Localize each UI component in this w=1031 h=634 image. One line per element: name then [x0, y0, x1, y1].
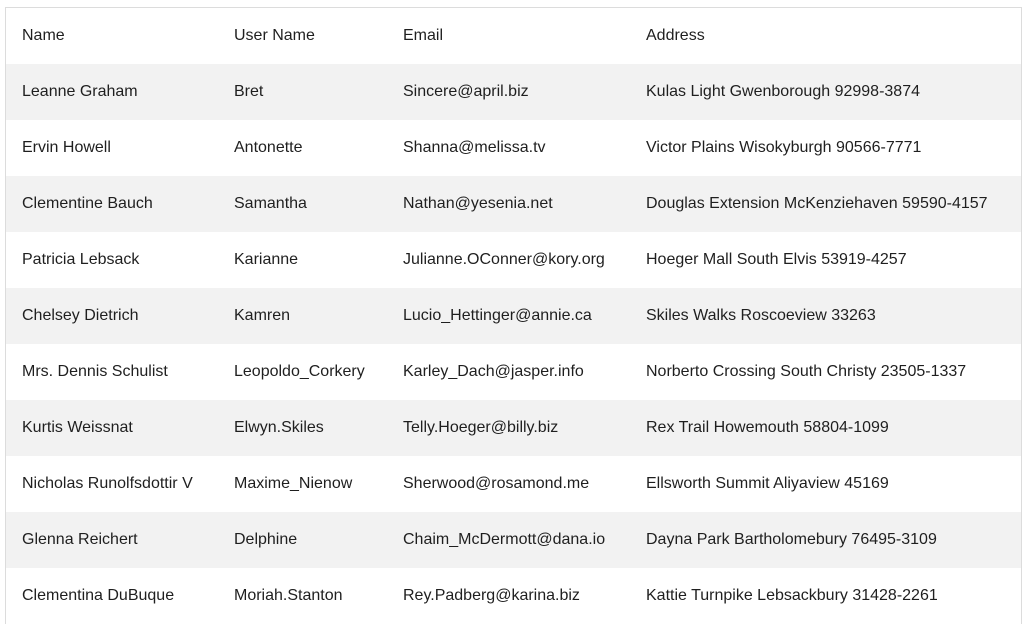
cell-email: Julianne.OConner@kory.org: [403, 251, 605, 268]
users-table-container: [5, 7, 1022, 624]
cell-email: Telly.Hoeger@billy.biz: [403, 419, 559, 436]
table-row: [6, 568, 1021, 624]
cell-name: Patricia Lebsack: [22, 251, 140, 268]
cell-user-name: Bret: [234, 83, 264, 100]
cell-email: Chaim_McDermott@dana.io: [403, 531, 606, 548]
cell-address: Victor Plains Wisokyburgh 90566-7771: [646, 139, 922, 156]
header-row: [6, 8, 1021, 64]
column-header-name: Name: [22, 27, 65, 44]
cell-address: Kattie Turnpike Lebsackbury 31428-2261: [646, 587, 938, 604]
cell-user-name: Antonette: [234, 139, 303, 156]
cell-address: Ellsworth Summit Aliyaview 45169: [646, 475, 889, 492]
table-row: [6, 400, 1021, 456]
cell-name: Ervin Howell: [22, 139, 111, 156]
column-header-user-name: User Name: [234, 27, 315, 44]
cell-user-name: Delphine: [234, 531, 298, 548]
cell-user-name: Moriah.Stanton: [234, 587, 343, 604]
table-row: [6, 288, 1021, 344]
cell-user-name: Leopoldo_Corkery: [234, 363, 365, 380]
table-row: [6, 64, 1021, 120]
cell-email: Rey.Padberg@karina.biz: [403, 587, 580, 604]
cell-email: Sincere@april.biz: [403, 83, 529, 100]
cell-user-name: Karianne: [234, 251, 299, 268]
cell-name: Chelsey Dietrich: [22, 307, 139, 324]
column-header-email: Email: [403, 27, 444, 44]
cell-name: Kurtis Weissnat: [22, 419, 133, 436]
column-header-address: Address: [646, 27, 705, 44]
cell-address: Dayna Park Bartholomebury 76495-3109: [646, 531, 937, 548]
table-header: [6, 8, 1021, 64]
cell-name: Leanne Graham: [22, 83, 138, 100]
cell-address: Hoeger Mall South Elvis 53919-4257: [646, 251, 907, 268]
table-row: [6, 512, 1021, 568]
table-row: [6, 232, 1021, 288]
cell-email: Nathan@yesenia.net: [403, 195, 553, 212]
cell-email: Lucio_Hettinger@annie.ca: [403, 307, 592, 324]
cell-name: Glenna Reichert: [22, 531, 138, 548]
cell-address: Skiles Walks Roscoeview 33263: [646, 307, 876, 324]
cell-name: Clementina DuBuque: [22, 587, 175, 604]
cell-user-name: Elwyn.Skiles: [234, 419, 324, 436]
cell-email: Karley_Dach@jasper.info: [403, 363, 584, 380]
cell-address: Rex Trail Howemouth 58804-1099: [646, 419, 889, 436]
table-row: [6, 344, 1021, 400]
cell-name: Mrs. Dennis Schulist: [22, 363, 168, 380]
cell-user-name: Samantha: [234, 195, 307, 212]
cell-address: Norberto Crossing South Christy 23505-1337: [646, 363, 967, 380]
cell-name: Clementine Bauch: [22, 195, 153, 212]
cell-address: Douglas Extension McKenziehaven 59590-4157: [646, 195, 988, 212]
cell-name: Nicholas Runolfsdottir V: [22, 475, 193, 492]
cell-address: Kulas Light Gwenborough 92998-3874: [646, 83, 920, 100]
cell-user-name: Maxime_Nienow: [234, 475, 353, 492]
table-row: [6, 120, 1021, 176]
cell-email: Sherwood@rosamond.me: [403, 475, 590, 492]
cell-email: Shanna@melissa.tv: [403, 139, 546, 156]
cell-user-name: Kamren: [234, 307, 291, 324]
table-body: [6, 64, 1021, 624]
users-table: [6, 8, 1021, 624]
table-row: [6, 176, 1021, 232]
table-row: [6, 456, 1021, 512]
